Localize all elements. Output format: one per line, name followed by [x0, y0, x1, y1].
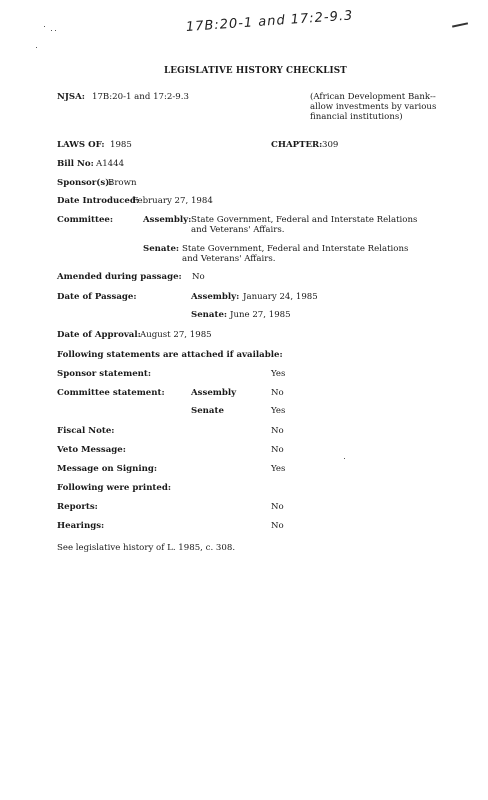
- committee-statement-label: Committee statement:: [57, 388, 165, 398]
- scan-speck: [344, 458, 345, 459]
- njsa-subject: (African Development Bank--allow investments by various financial institutions): [310, 92, 437, 122]
- committee-statement-assembly-value: No: [271, 388, 284, 398]
- passage-assembly-label: Assembly:: [191, 292, 240, 302]
- date-of-approval-value: August 27, 1985: [140, 330, 212, 340]
- message-on-signing-value: Yes: [271, 464, 286, 474]
- attached-heading: Following statements are attached if available:: [57, 350, 283, 360]
- hearings-value: No: [271, 521, 284, 531]
- chapter-value: 309: [322, 140, 339, 150]
- sponsor-statement-label: Sponsor statement:: [57, 369, 152, 379]
- fiscal-note-value: No: [271, 426, 284, 436]
- committee-statement-senate-value: Yes: [271, 406, 286, 416]
- laws-of-label: LAWS OF:: [57, 140, 105, 150]
- chapter-label: CHAPTER:: [271, 140, 323, 150]
- sponsor-statement-value: Yes: [271, 369, 286, 379]
- committee-statement-assembly-label: Assembly: [191, 388, 237, 398]
- amended-value: No: [192, 272, 205, 282]
- veto-message-label: Veto Message:: [57, 445, 126, 455]
- sponsors-value: Brown: [108, 178, 137, 188]
- printed-heading: Following were printed:: [57, 483, 172, 493]
- reports-label: Reports:: [57, 502, 98, 512]
- pen-mark: [452, 22, 468, 27]
- passage-senate-value: June 27, 1985: [230, 310, 291, 320]
- bill-no-label: Bill No:: [57, 159, 94, 169]
- page-title: LEGISLATIVE HISTORY CHECKLIST: [164, 66, 347, 76]
- scan-speck: [44, 26, 45, 27]
- passage-assembly-value: January 24, 1985: [243, 292, 318, 302]
- committee-statement-senate-label: Senate: [191, 406, 224, 416]
- passage-senate-label: Senate:: [191, 310, 228, 320]
- njsa-value: 17B:20-1 and 17:2-9.3: [92, 92, 189, 102]
- reports-value: No: [271, 502, 284, 512]
- date-of-approval-label: Date of Approval:: [57, 330, 141, 340]
- amended-label: Amended during passage:: [57, 272, 182, 282]
- sponsors-label: Sponsor(s):: [57, 178, 113, 188]
- committee-senate-value: State Government, Federal and Interstate Relations and Veterans' Affairs.: [182, 244, 409, 264]
- veto-message-value: No: [271, 445, 284, 455]
- date-of-passage-label: Date of Passage:: [57, 292, 137, 302]
- date-introduced-value: February 27, 1984: [132, 196, 213, 206]
- bill-no-value: A1444: [96, 159, 125, 169]
- scan-speck: [55, 30, 56, 31]
- fiscal-note-label: Fiscal Note:: [57, 426, 115, 436]
- committee-assembly-label: Assembly:: [143, 215, 192, 225]
- scan-speck: [36, 47, 37, 48]
- committee-senate-label: Senate:: [143, 244, 180, 254]
- message-on-signing-label: Message on Signing:: [57, 464, 158, 474]
- committee-assembly-value: State Government, Federal and Interstate Relations and Veterans' Affairs.: [191, 215, 418, 235]
- date-introduced-label: Date Introduced:: [57, 196, 140, 206]
- njsa-label: NJSA:: [57, 92, 85, 102]
- hearings-label: Hearings:: [57, 521, 105, 531]
- footer-note: See legislative history of L. 1985, c. 308.: [57, 543, 236, 553]
- scan-speck: [51, 30, 52, 31]
- committee-label: Committee:: [57, 215, 114, 225]
- handwritten-annotation: 17B:20-1 and 17:2-9.3: [185, 8, 354, 35]
- laws-of-value: 1985: [110, 140, 132, 150]
